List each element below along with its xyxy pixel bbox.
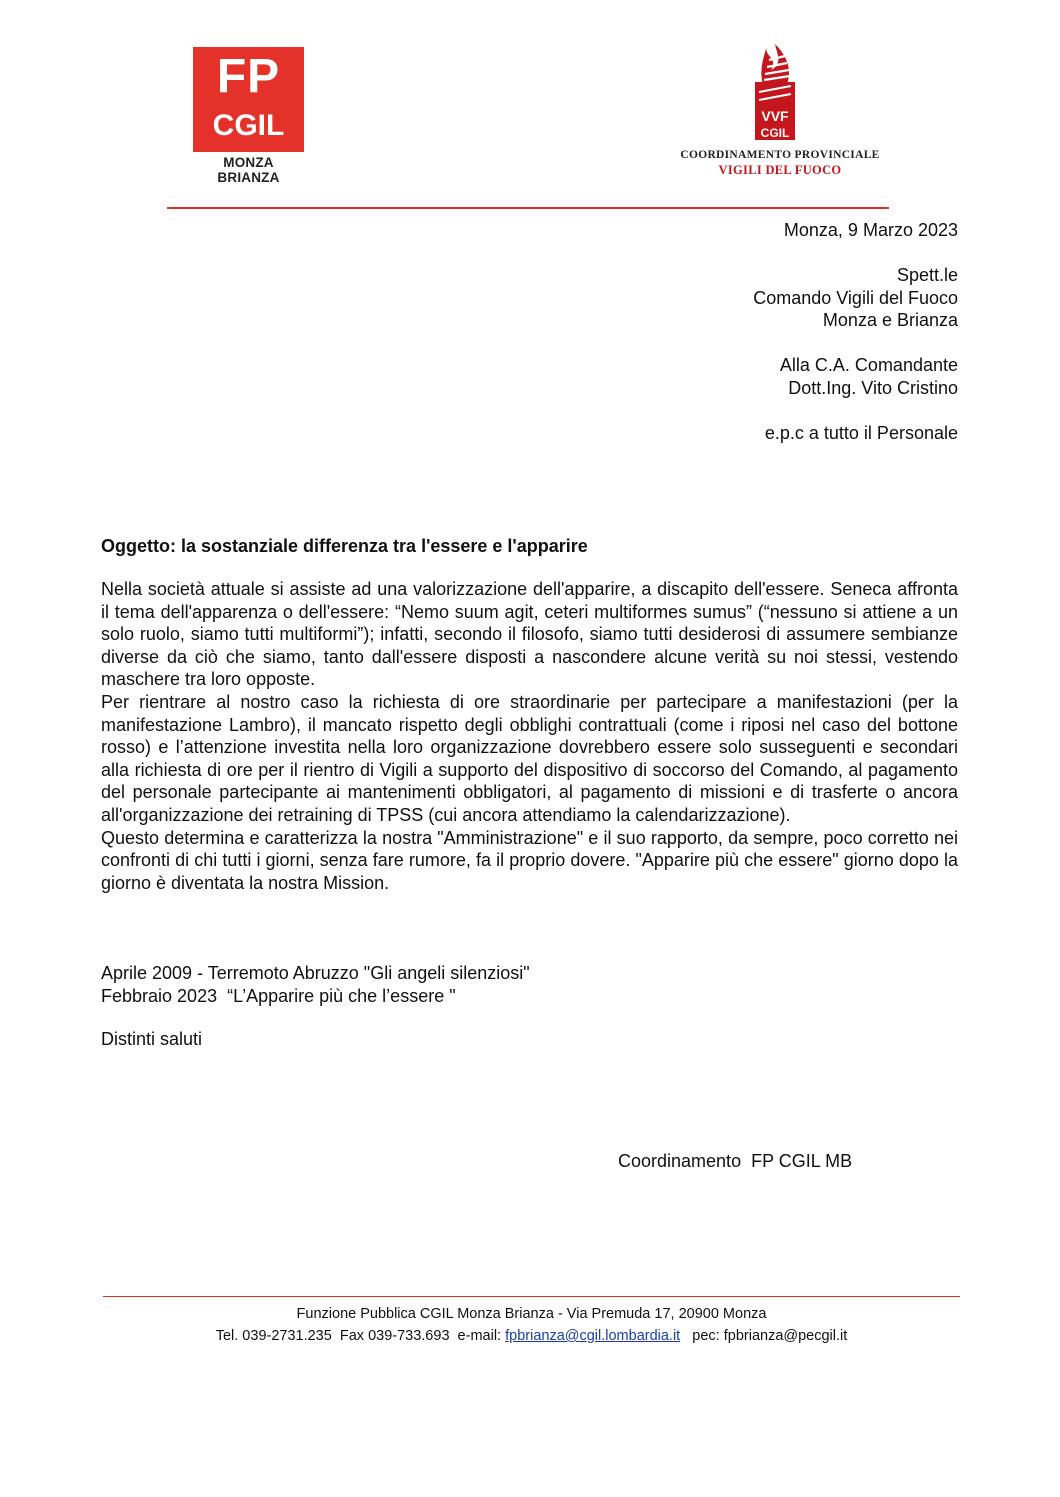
footer-divider <box>103 1296 960 1297</box>
attention-line: Dott.Ing. Vito Cristino <box>788 377 958 398</box>
body-paragraph: Questo determina e caratterizza la nostra "Amministrazione" e il suo rapporto, da sempre, poco corretto nei confronti di chi tutti i giorni, senza fare rumore, fa il proprio dovere. "Apparire più che essere" giorno dopo la giorno è diventata la nostra Mission. <box>101 827 958 893</box>
letter-date: Monza, 9 Marzo 2023 <box>783 220 958 240</box>
closing-line-2: Febbraio 2023 “L’Apparire più che l’essere " <box>101 986 456 1006</box>
recipient-line: Comando Vigili del Fuoco <box>753 287 958 308</box>
attention-line: Alla C.A. Comandante <box>779 355 958 375</box>
footer-address: Funzione Pubblica CGIL Monza Brianza - Via Premuda 17, 20900 Monza <box>296 1306 767 1322</box>
logo-caption: MONZA BRIANZA <box>217 155 280 185</box>
logo-cgil-text: CGIL <box>212 109 285 142</box>
cc-line: e.p.c a tutto il Personale <box>764 423 958 443</box>
body-paragraph: Nella società attuale si assiste ad una valorizzazione dell'apparire, a discapito dell'essere. Seneca affronta il tema dell'apparenza o dell'essere: “Nemo suum agit, ceteri multiformes sumus” (“nessuno si attiene a un solo ruolo, siamo tutti multiformi”); infatti, secondo il filosofo, siamo tutti desiderosi di assumere sembianze diverse da ciò che siamo, tanto dall'essere disposti a nascondere alcune verità su noi stessi, vestendo maschere tra loro opposte. <box>101 579 958 690</box>
badge-cgil-text: CGIL <box>760 126 790 140</box>
logo-right-line1: COORDINAMENTO PROVINCIALE <box>680 149 880 161</box>
recipient-line: Spett.le <box>896 265 958 285</box>
footer-email-link[interactable]: fpbrianza@cgil.lombardia.it <box>505 1328 681 1344</box>
closing-line-1: Aprile 2009 - Terremoto Abruzzo "Gli angeli silenziosi" <box>101 963 530 983</box>
footer-contacts <box>103 1327 960 1345</box>
recipient-block <box>753 264 958 332</box>
subject-line: Oggetto: la sostanziale differenza tra l'essere e l'apparire <box>101 536 588 556</box>
letter-body <box>101 578 958 894</box>
signature: Coordinamento FP CGIL MB <box>618 1151 853 1171</box>
vvf-flame-logo <box>753 42 797 144</box>
body-paragraph: Per rientrare al nostro caso la richiesta di ore straordinarie per partecipare a manifestazioni (per la manifestazione Lambro), il mancato rispetto degli obblighi contrattuali (come i riposi nel caso del bottone rosso) e l’attenzione investita nella loro organizzazione dovrebbero essere solo susseguenti e secondari alla richiesta di ore per il rientro di Vigili a supporto del dispositivo di soccorso del Comando, al pagamento del personale partecipante ai mantenimenti obbligatori, al pagamento di missioni e di trasferte o ancora all'organizzazione dei retraining di TPSS (cui ancora attendiamo la calendarizzazione). <box>101 691 958 825</box>
logo-fp-text: FP <box>216 50 281 103</box>
badge-vvf-text: VVF <box>761 108 789 124</box>
logo-right-line2: VIGILI DEL FUOCO <box>718 163 842 177</box>
fp-cgil-logo <box>193 47 304 152</box>
attention-block <box>780 354 958 399</box>
footer-phone-fax: Tel. 039-2731.235 Fax 039-733.693 e-mail: <box>215 1328 506 1344</box>
header-divider <box>167 207 889 209</box>
salutation: Distinti saluti <box>101 1029 203 1049</box>
recipient-line: Monza e Brianza <box>822 310 958 330</box>
footer-pec: pec: fpbrianza@pecgil.it <box>680 1328 848 1344</box>
